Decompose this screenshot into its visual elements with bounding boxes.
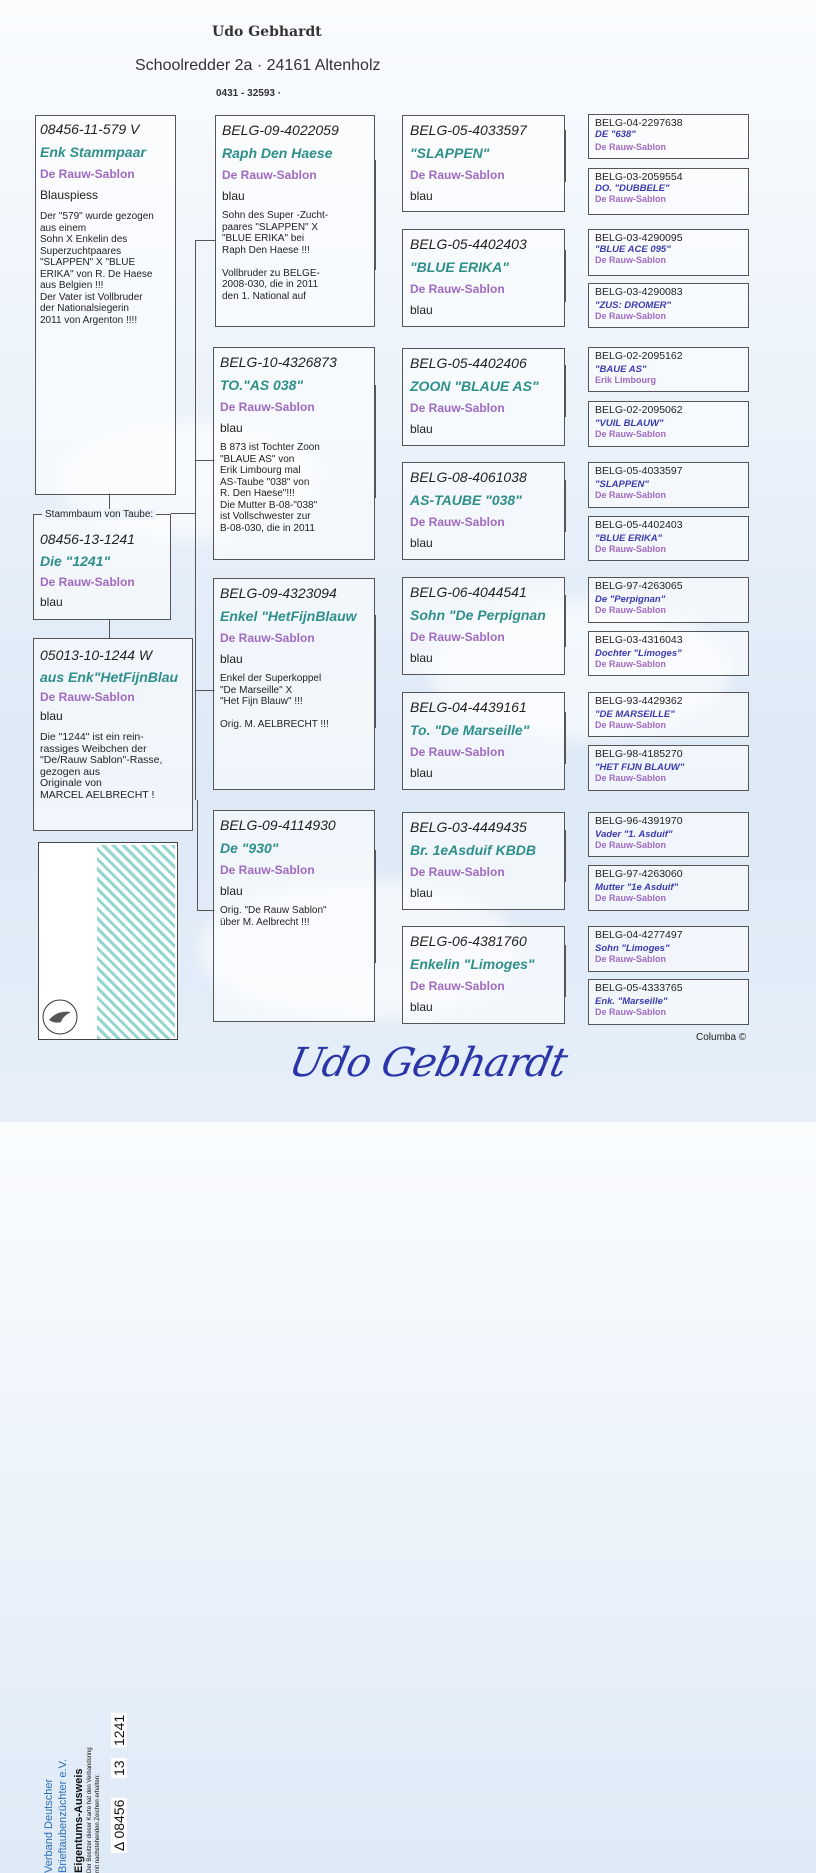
- great-grandparent-name: "ZUS: DROMER": [595, 300, 672, 311]
- grandparent-name: Sohn "De Perpignan: [410, 607, 546, 623]
- great-grandparent-breeder: De Rauw-Sablon: [595, 840, 667, 850]
- card-text-2: mit nachstehenden Zeichen erhalten:: [95, 1774, 101, 1873]
- great-grandparent-box[interactable]: [588, 114, 749, 159]
- great-grandparent-box[interactable]: [588, 812, 749, 857]
- connector-line: [197, 800, 198, 910]
- mate-name: aus Enk"HetFijnBlau: [40, 669, 179, 685]
- parent-ring: BELG-10-4326873: [220, 354, 337, 370]
- great-grandparent-box[interactable]: [588, 347, 749, 392]
- great-grandparent-name: Dochter "Limoges": [595, 648, 682, 659]
- connector-line: [375, 385, 376, 498]
- great-grandparent-ring: BELG-98-4185270: [595, 748, 683, 760]
- parent-box[interactable]: [215, 115, 375, 327]
- subject-color: Blauspiess: [40, 188, 99, 202]
- connector-line: [375, 160, 376, 270]
- great-grandparent-box[interactable]: [588, 979, 749, 1025]
- great-grandparent-breeder: De Rauw-Sablon: [595, 659, 667, 669]
- great-grandparent-box[interactable]: [588, 745, 749, 791]
- grandparent-name: To. "De Marseille": [410, 722, 530, 738]
- great-grandparent-breeder: De Rauw-Sablon: [595, 311, 667, 321]
- grandparent-ring: BELG-05-4033597: [410, 122, 527, 138]
- grandparent-breeder: De Rauw-Sablon: [410, 630, 505, 644]
- great-grandparent-name: "BLUE ERIKA": [595, 533, 663, 544]
- parent-breeder: De Rauw-Sablon: [222, 168, 317, 182]
- great-grandparent-ring: BELG-05-4033597: [595, 465, 683, 477]
- great-grandparent-breeder: De Rauw-Sablon: [595, 1007, 667, 1017]
- parent-name: Enkel "HetFijnBlauw: [220, 608, 357, 624]
- grandparent-color: blau: [410, 189, 433, 203]
- grandparent-ring: BELG-04-4439161: [410, 699, 527, 715]
- connector-line: [195, 240, 215, 241]
- owner-address: Schoolredder 2a · 24161 Altenholz: [135, 57, 381, 74]
- grandparent-ring: BELG-05-4402403: [410, 236, 527, 252]
- connector-line: [565, 250, 566, 302]
- grandparent-ring: BELG-06-4044541: [410, 584, 527, 600]
- grandparent-breeder: De Rauw-Sablon: [410, 979, 505, 993]
- parent-note: Orig. "De Rauw Sablon" über M. Aelbrecht !!!: [220, 905, 327, 928]
- grandparent-box[interactable]: [402, 229, 565, 327]
- grandparent-breeder: De Rauw-Sablon: [410, 282, 505, 296]
- great-grandparent-box[interactable]: [588, 168, 749, 215]
- grandparent-name: Enkelin "Limoges": [410, 956, 535, 972]
- great-grandparent-name: "SLAPPEN": [595, 479, 649, 490]
- great-grandparent-name: Vader "1. Asduif": [595, 829, 673, 840]
- subject-note: Der "579" wurde gezogen aus einem Sohn X Enkelin des Superzuchtpaares "SLAPPEN" X "BLUE ERIKA" von R. De Haese aus Belgien !!! Der Vater ist Vollbruder der Nationalsiegerin 2011 von Argenton !!!!: [40, 211, 154, 326]
- great-grandparent-box[interactable]: [588, 229, 749, 276]
- great-grandparent-box[interactable]: [588, 631, 749, 676]
- parent-breeder: De Rauw-Sablon: [220, 400, 315, 414]
- grandparent-box[interactable]: [402, 577, 565, 675]
- grandparent-box[interactable]: [402, 812, 565, 910]
- card-ring-prefix: Δ 08456: [111, 1799, 127, 1851]
- ownership-card: [38, 842, 178, 1873]
- grandparent-name: "SLAPPEN": [410, 145, 490, 161]
- grandparent-color: blau: [410, 766, 433, 780]
- great-grandparent-name: Mutter "1e Asduif": [595, 882, 679, 893]
- copyright-credit: Columba ©: [696, 1032, 747, 1043]
- sibling-ring: 08456-13-1241: [40, 531, 135, 547]
- grandparent-name: Br. 1eAsduif KBDB: [410, 842, 537, 858]
- grandparent-box[interactable]: [402, 115, 565, 212]
- great-grandparent-ring: BELG-93-4429362: [595, 695, 683, 707]
- grandparent-breeder: De Rauw-Sablon: [410, 168, 505, 182]
- pedigree-label: Stammbaum von Taube:: [42, 509, 156, 520]
- great-grandparent-ring: BELG-97-4263060: [595, 868, 683, 880]
- great-grandparent-name: "BLUE ACE 095": [595, 244, 671, 255]
- great-grandparent-box[interactable]: [588, 865, 749, 911]
- great-grandparent-breeder: De Rauw-Sablon: [595, 429, 667, 439]
- parent-breeder: De Rauw-Sablon: [220, 631, 315, 645]
- great-grandparent-breeder: De Rauw-Sablon: [595, 142, 667, 152]
- parent-note: Sohn des Super -Zucht- paares "SLAPPEN" X "BLUE ERIKA" bei Raph Den Haese !!! Vollbruder zu BELGE- 2008-030, die in 2011 den 1. National auf: [222, 210, 329, 302]
- grandparent-ring: BELG-08-4061038: [410, 469, 527, 485]
- connector-line: [565, 595, 566, 647]
- parent-name: TO."AS 038": [220, 377, 304, 393]
- grandparent-box[interactable]: [402, 692, 565, 790]
- great-grandparent-box[interactable]: [588, 516, 749, 561]
- owner-signature: Udo Gebhardt: [285, 1040, 571, 1086]
- connector-line: [565, 712, 566, 764]
- parent-box[interactable]: [213, 347, 375, 560]
- great-grandparent-breeder: De Rauw-Sablon: [595, 255, 667, 265]
- card-title: Eigentums-Ausweis: [73, 1768, 85, 1873]
- connector-line: [109, 620, 110, 638]
- mate-pigeon-box[interactable]: [33, 638, 193, 831]
- great-grandparent-name: "VUIL BLAUW": [595, 418, 664, 429]
- great-grandparent-breeder: De Rauw-Sablon: [595, 194, 667, 204]
- great-grandparent-name: "DE MARSEILLE": [595, 709, 675, 720]
- parent-name: De "930": [220, 840, 279, 856]
- connector-line: [375, 850, 376, 963]
- great-grandparent-name: Sohn "Limoges": [595, 943, 670, 954]
- parent-color: blau: [222, 189, 245, 203]
- sibling-pigeon-box[interactable]: [33, 514, 171, 620]
- parent-breeder: De Rauw-Sablon: [220, 863, 315, 877]
- great-grandparent-ring: BELG-02-2095162: [595, 350, 683, 362]
- great-grandparent-breeder: De Rauw-Sablon: [595, 954, 667, 964]
- owner-phone: 0431 - 32593 ·: [216, 88, 282, 99]
- great-grandparent-breeder: De Rauw-Sablon: [595, 544, 667, 554]
- parent-ring: BELG-09-4323094: [220, 585, 337, 601]
- grandparent-breeder: De Rauw-Sablon: [410, 515, 505, 529]
- great-grandparent-name: DO. "DUBBELE": [595, 183, 670, 194]
- great-grandparent-breeder: Erik Limbourg: [595, 375, 657, 385]
- parent-color: blau: [220, 652, 243, 666]
- great-grandparent-breeder: De Rauw-Sablon: [595, 773, 667, 783]
- great-grandparent-ring: BELG-03-2059554: [595, 171, 683, 183]
- card-pigeon-logo: [41, 998, 79, 1036]
- parent-ring: BELG-09-4022059: [222, 122, 339, 138]
- great-grandparent-ring: BELG-04-4277497: [595, 929, 683, 941]
- parent-color: blau: [220, 421, 243, 435]
- great-grandparent-breeder: De Rauw-Sablon: [595, 720, 667, 730]
- parent-note: B 873 ist Tochter Zoon "BLAUE AS" von Erik Limbourg mal AS-Taube "038" von R. Den Haese"!!! Die Mutter B-08-"038" ist Vollschwester zur B-08-030, die in 2011: [220, 442, 320, 534]
- grandparent-breeder: De Rauw-Sablon: [410, 745, 505, 759]
- parent-box[interactable]: [213, 810, 375, 1022]
- great-grandparent-ring: BELG-02-2095062: [595, 404, 683, 416]
- grandparent-ring: BELG-03-4449435: [410, 819, 527, 835]
- grandparent-box[interactable]: [402, 462, 565, 560]
- connector-line: [565, 365, 566, 417]
- grandparent-breeder: De Rauw-Sablon: [410, 401, 505, 415]
- grandparent-box[interactable]: [402, 926, 565, 1024]
- great-grandparent-ring: BELG-96-4391970: [595, 815, 683, 827]
- great-grandparent-name: De "Perpignan": [595, 594, 666, 605]
- grandparent-name: "BLUE ERIKA": [410, 259, 509, 275]
- great-grandparent-name: DE "638": [595, 129, 636, 140]
- card-org-line2: Brieftaubenzüchter e.V.: [57, 1759, 69, 1873]
- grandparent-color: blau: [410, 651, 433, 665]
- grandparent-name: AS-TAUBE "038": [410, 492, 522, 508]
- great-grandparent-ring: BELG-04-2297638: [595, 117, 683, 129]
- grandparent-name: ZOON "BLAUE AS": [410, 378, 539, 394]
- parent-color: blau: [220, 884, 243, 898]
- owner-name: Udo Gebhardt: [212, 24, 322, 40]
- parent-name: Raph Den Haese: [222, 145, 333, 161]
- great-grandparent-ring: BELG-03-4316043: [595, 634, 683, 646]
- card-text-1: Der Besitzer dieser Karte hat den Verbandsring: [87, 1747, 93, 1873]
- grandparent-breeder: De Rauw-Sablon: [410, 865, 505, 879]
- mate-ring: 05013-10-1244 W: [40, 647, 153, 663]
- grandparent-color: blau: [410, 422, 433, 436]
- connector-line: [171, 513, 195, 514]
- great-grandparent-breeder: De Rauw-Sablon: [595, 605, 667, 615]
- parent-note: Enkel der Superkoppel "De Marseille" X "Het Fijn Blauw" !!! Orig. M. AELBRECHT !!!: [220, 673, 329, 730]
- great-grandparent-box[interactable]: [588, 577, 749, 623]
- subject-ring: 08456-11-579 V: [40, 121, 140, 137]
- connector-line: [195, 240, 196, 800]
- mate-note: Die "1244" ist ein rein- rassiges Weibchen der "De/Rauw Sablon"-Rasse, gezogen aus Originale von MARCEL AELBRECHT !: [40, 731, 163, 801]
- card-org-line1: Verband Deutscher: [43, 1778, 55, 1873]
- connector-line: [565, 945, 566, 997]
- great-grandparent-ring: BELG-97-4263065: [595, 580, 683, 592]
- card-ring-number: 1241: [111, 1714, 127, 1746]
- connector-line: [195, 460, 215, 461]
- grandparent-color: blau: [410, 303, 433, 317]
- great-grandparent-box[interactable]: [588, 401, 749, 447]
- subject-breeder: De Rauw-Sablon: [40, 167, 135, 181]
- connector-line: [565, 480, 566, 532]
- card-ring-year: 13: [111, 1760, 127, 1776]
- parent-ring: BELG-09-4114930: [220, 817, 336, 833]
- great-grandparent-box[interactable]: [588, 926, 749, 972]
- connector-line: [565, 830, 566, 882]
- great-grandparent-box[interactable]: [588, 462, 749, 508]
- great-grandparent-ring: BELG-03-4290083: [595, 286, 683, 298]
- great-grandparent-breeder: De Rauw-Sablon: [595, 490, 667, 500]
- sibling-breeder: De Rauw-Sablon: [40, 575, 135, 589]
- grandparent-color: blau: [410, 886, 433, 900]
- card-pattern: [97, 845, 175, 1039]
- great-grandparent-box[interactable]: [588, 692, 749, 737]
- great-grandparent-breeder: De Rauw-Sablon: [595, 893, 667, 903]
- grandparent-color: blau: [410, 1000, 433, 1014]
- connector-line: [195, 690, 215, 691]
- subject-name: Enk Stammpaar: [40, 144, 146, 160]
- connector-line: [375, 615, 376, 728]
- parent-box[interactable]: [213, 578, 375, 790]
- grandparent-color: blau: [410, 536, 433, 550]
- sibling-name: Die "1241": [40, 553, 111, 569]
- subject-pigeon-box[interactable]: [35, 115, 176, 495]
- connector-line: [565, 130, 566, 182]
- great-grandparent-name: "HET FIJN BLAUW": [595, 762, 685, 773]
- great-grandparent-ring: BELG-03-4290095: [595, 232, 683, 244]
- grandparent-ring: BELG-06-4381760: [410, 933, 527, 949]
- great-grandparent-ring: BELG-05-4402403: [595, 519, 683, 531]
- mate-color: blau: [40, 709, 63, 723]
- great-grandparent-name: Enk. "Marseille": [595, 996, 668, 1007]
- great-grandparent-box[interactable]: [588, 283, 749, 328]
- grandparent-ring: BELG-05-4402406: [410, 355, 527, 371]
- sibling-color: blau: [40, 595, 63, 609]
- grandparent-box[interactable]: [402, 348, 565, 446]
- great-grandparent-ring: BELG-05-4333765: [595, 982, 683, 994]
- great-grandparent-name: "BAUE AS": [595, 364, 647, 375]
- mate-breeder: De Rauw-Sablon: [40, 690, 135, 704]
